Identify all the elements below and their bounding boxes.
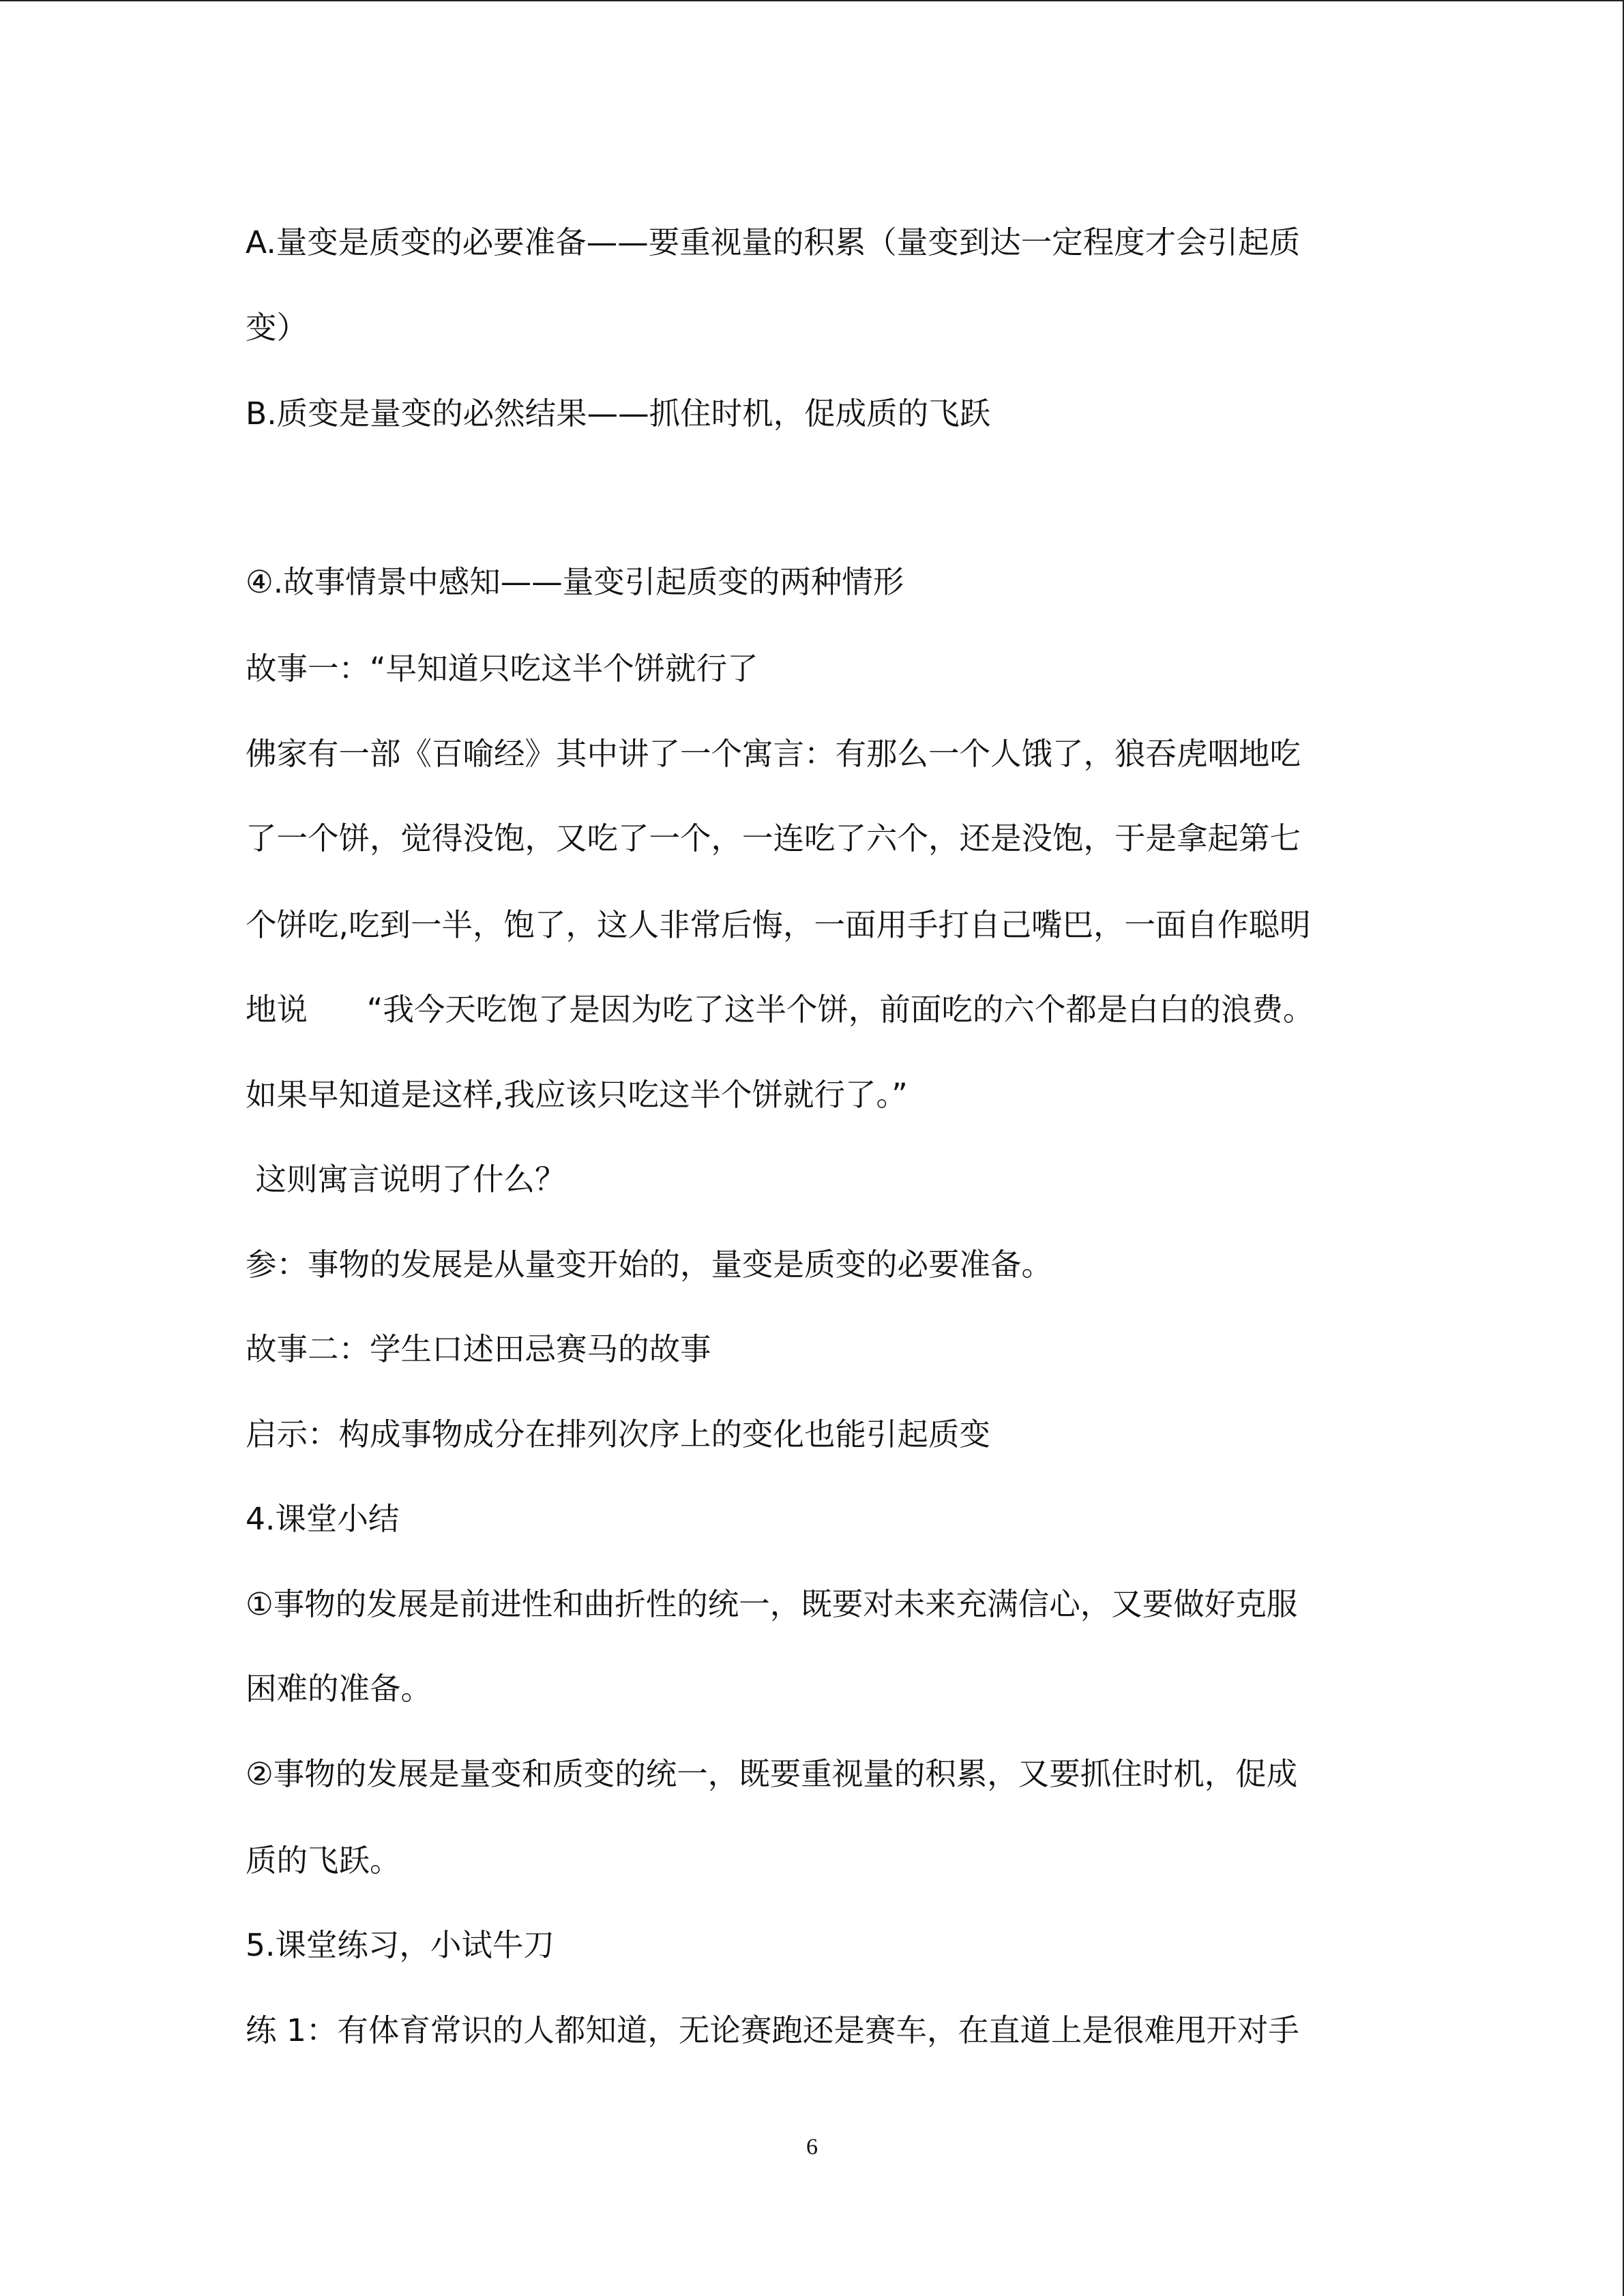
text-line: 参：事物的发展是从量变开始的，量变是质变的必要准备。 (246, 1247, 1053, 1283)
section-heading: 4.课堂小结 (246, 1501, 400, 1537)
text-line: 困难的准备。 (246, 1671, 432, 1707)
text-line: 启示：构成事物成分在排列次序上的变化也能引起质变 (246, 1416, 991, 1452)
text-line: 练 1：有体育常识的人都知道，无论赛跑还是赛车，在直道上是很难甩开对手 (246, 2012, 1299, 2048)
text-line: A.量变是质变的必要准备——要重视量的积累（量变到达一定程度才会引起质 (246, 224, 1301, 260)
text-line: ②事物的发展是量变和质变的统一，既要重视量的积累，又要抓住时机，促成 (246, 1756, 1298, 1792)
section-heading: ④.故事情景中感知——量变引起质变的两种情形 (246, 564, 904, 600)
text-line: 了一个饼，觉得没饱，又吃了一个，一连吃了六个，还是没饱，于是拿起第七 (246, 820, 1301, 856)
section-heading: 5.课堂练习，小试牛刀 (246, 1927, 555, 1963)
text-line: 变） (246, 310, 308, 346)
text-line: 故事二：学生口述田忌赛马的故事 (246, 1331, 711, 1367)
text-line: B.质变是量变的必然结果——抓住时机，促成质的飞跃 (246, 396, 991, 432)
text-line: 地说 “我今天吃饱了是因为吃了这半个饼，前面吃的六个都是白白的浪费。 (246, 992, 1314, 1028)
text-line: 故事一：“早知道只吃这半个饼就行了 (246, 651, 758, 687)
text-line: 如果早知道是这样,我应该只吃这半个饼就行了。” (246, 1077, 908, 1113)
text-line: 这则寓言说明了什么？ (246, 1161, 566, 1197)
page-number: 6 (806, 2134, 818, 2160)
text-line: 个饼吃,吃到一半，饱了，这人非常后悔，一面用手打自己嘴巴，一面自作聪明 (246, 907, 1311, 943)
text-line: 佛家有一部《百喻经》其中讲了一个寓言：有那么一个人饿了，狼吞虎咽地吃 (246, 736, 1301, 772)
text-line: ①事物的发展是前进性和曲折性的统一，既要对未来充满信心，又要做好克服 (246, 1586, 1298, 1622)
text-line: 质的飞跃。 (246, 1843, 401, 1879)
